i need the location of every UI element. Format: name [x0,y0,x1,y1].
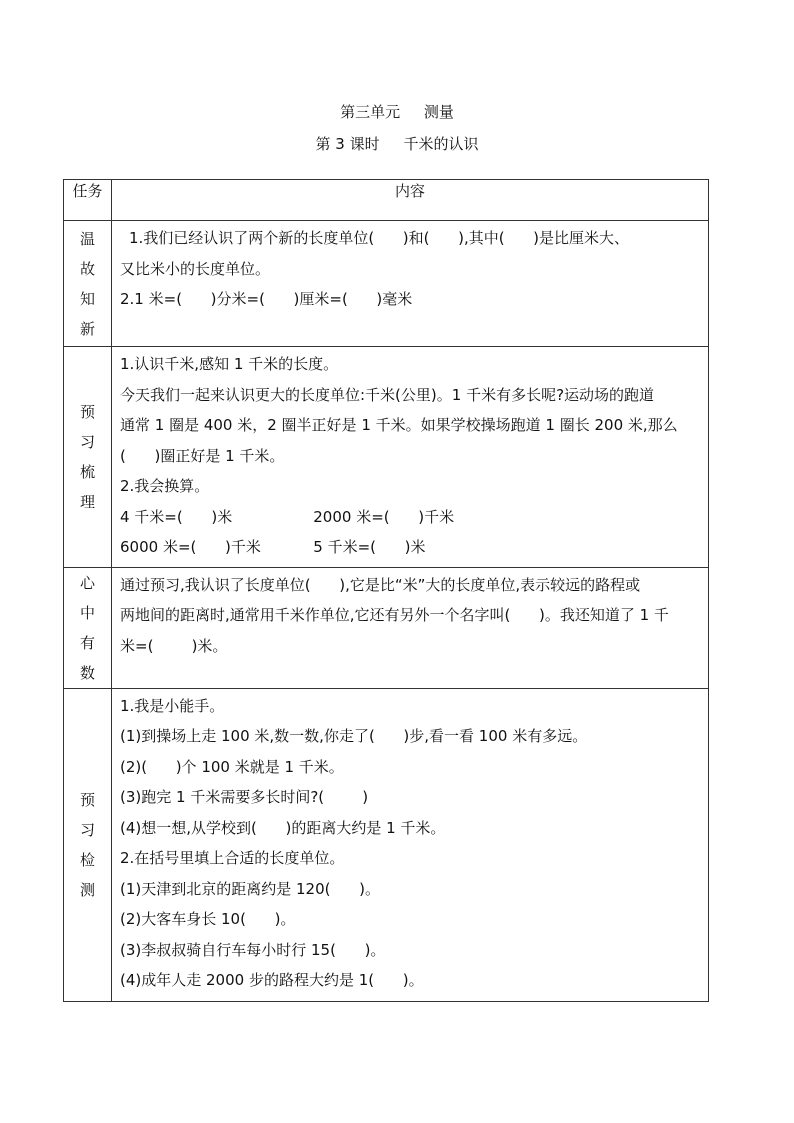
text-line: (1)天津到北京的距离约是 120( )。 [120,879,380,898]
section-review [64,221,709,347]
section-in-mind [64,567,709,688]
text-line: (3)跑完 1 千米需要多长时间?( ) [120,788,369,806]
section-preview-test [64,688,709,1001]
section-content [112,221,709,347]
text-line: (2)大客车身长 10( )。 [120,910,296,928]
worksheet-table [63,179,709,1002]
text-line: (4)成年人走 2000 步的路程大约是 1( )。 [120,971,424,989]
header-content: 内容 [112,180,709,221]
text-line: ( )圈正好是 1 千米。 [120,446,285,465]
table-header-row [64,180,709,221]
section-preview-sort [64,347,709,568]
text-line: 1.认识千米,感知 1 千米的长度。 [120,355,339,373]
section-content [112,688,709,1001]
text-line: 又比米小的长度单位。 [120,259,271,278]
section-label: 温 故 知 新 [64,221,112,347]
text-line: 通常 1 圈是 400 米，2 圈半正好是 1 千米。如果学校操场跑道 1 圈长 200 米,那么 [120,416,678,434]
text-line: (1)到操场上走 100 米,数一数,你走了( )步,看一看 100 米有多远。 [120,727,588,745]
text-line: 今天我们一起来认识更大的长度单位:千米(公里)。1 千米有多长呢?运动场的跑道 [120,385,655,404]
text-line: 两地间的距离时,通常用千米作单位,它还有另外一个名字叫( )。我还知道了 1 千 [120,606,669,624]
text-line: (2)( )个 100 米就是 1 千米。 [120,757,344,776]
text-line: 2.在括号里填上合适的长度单位。 [120,849,345,867]
header-task: 任务 [64,180,112,221]
lesson-title: 第 3 课时 千米的认识 [315,135,479,153]
section-content [112,567,709,688]
section-label: 预 习 检 测 [64,688,112,1001]
text-line: (3)李叔叔骑自行车每小时行 15( )。 [120,940,386,959]
section-content [112,347,709,568]
text-line: 2.我会换算。 [120,477,210,495]
section-label: 预 习 梳 理 [64,347,112,568]
text-line: 1.我们已经认识了两个新的长度单位( )和( ),其中( )是比厘米大、 [129,229,630,247]
text-line: 6000 米=( )千米 5 千米=( )米 [120,538,426,556]
section-label: 心 中 有 数 [64,567,112,688]
text-line: 通过预习,我认识了长度单位( ),它是比“米”大的长度单位,表示较远的路程或 [120,575,641,594]
text-line: 4 千米=( )米 2000 米=( )千米 [120,507,455,526]
text-line: 2.1 米=( )分米=( )厘米=( )毫米 [120,290,413,308]
text-line: 1.我是小能手。 [120,696,225,715]
text-line: (4)想一想,从学校到( )的距离大约是 1 千米。 [120,818,446,837]
text-line: 米=( )米。 [120,636,228,655]
unit-title: 第三单元 测量 [340,103,454,121]
